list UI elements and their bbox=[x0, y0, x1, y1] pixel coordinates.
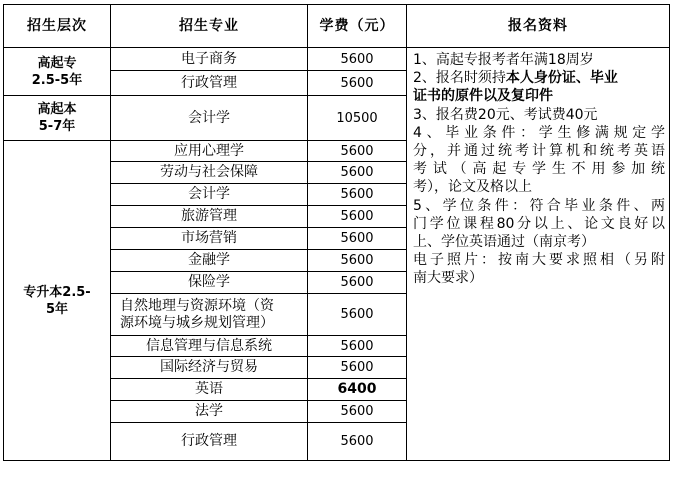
requirements-line bbox=[413, 160, 665, 178]
table-row bbox=[4, 48, 670, 71]
level-line: 5年 bbox=[45, 301, 69, 317]
requirements-line bbox=[413, 269, 665, 287]
requirements-text: 考），论文及格以上 bbox=[413, 179, 532, 196]
major-cell: 法学 bbox=[111, 401, 308, 423]
major-cell: 行政管理 bbox=[111, 423, 308, 461]
level-line: 高起本 bbox=[37, 102, 77, 117]
requirements-line bbox=[413, 197, 665, 215]
major-cell: 金融学 bbox=[111, 250, 308, 272]
level-cell bbox=[4, 96, 111, 141]
fee-cell: 5600 bbox=[308, 162, 407, 184]
requirements-line bbox=[413, 142, 665, 160]
fee-cell: 5600 bbox=[308, 184, 407, 206]
requirements-text: 分，并通过统考计算机和统考英语 bbox=[413, 143, 665, 160]
major-cell: 行政管理 bbox=[111, 71, 308, 96]
requirements-bold-text: 证书的原件以及复印件 bbox=[413, 88, 553, 105]
header-fee: 学费（元） bbox=[308, 5, 407, 48]
header-row bbox=[4, 5, 670, 48]
major-cell: 会计学 bbox=[111, 96, 308, 141]
level-line: 高起专 bbox=[37, 55, 77, 71]
major-cell: 会计学 bbox=[111, 184, 308, 206]
requirements-text: 4、毕业条件：学生修满规定学 bbox=[413, 124, 665, 141]
level-line: 5-7年 bbox=[38, 119, 76, 134]
major-cell: 劳动与社会保障 bbox=[111, 162, 308, 184]
requirements-line bbox=[413, 215, 665, 233]
requirements-line bbox=[413, 124, 665, 142]
major-cell bbox=[111, 294, 308, 336]
requirements-line bbox=[413, 51, 665, 69]
major-cell: 保险学 bbox=[111, 272, 308, 294]
table-body bbox=[4, 5, 670, 461]
requirements-line bbox=[413, 233, 665, 251]
fee-cell: 5600 bbox=[308, 206, 407, 228]
fee-cell: 5600 bbox=[308, 272, 407, 294]
level-line: 2.5-5年 bbox=[31, 72, 83, 88]
fee-cell: 5600 bbox=[308, 401, 407, 423]
requirements-line bbox=[413, 251, 665, 269]
major-cell: 电子商务 bbox=[111, 48, 308, 71]
header-info: 报名资料 bbox=[407, 5, 670, 48]
requirements-text: 上、学位英语通过（南京考） bbox=[413, 234, 595, 251]
fee-cell: 6400 bbox=[308, 379, 407, 401]
requirements-line bbox=[413, 178, 665, 196]
fee-cell: 5600 bbox=[308, 228, 407, 250]
major-line: 自然地理与资源环境（资 bbox=[120, 297, 274, 314]
requirements-line bbox=[413, 106, 665, 124]
requirements-line bbox=[413, 87, 665, 105]
requirements-cell bbox=[407, 48, 670, 461]
fee-cell: 10500 bbox=[308, 96, 407, 141]
requirements-text: 5、学位条件：符合毕业条件、两 bbox=[413, 197, 665, 214]
major-cell: 市场营销 bbox=[111, 228, 308, 250]
fee-cell: 5600 bbox=[308, 423, 407, 461]
major-cell: 国际经济与贸易 bbox=[111, 357, 308, 379]
requirements-text: 考试（高起专学生不用参加统 bbox=[413, 161, 665, 178]
fee-cell: 5600 bbox=[308, 71, 407, 96]
level-cell bbox=[4, 141, 111, 461]
fee-cell: 5600 bbox=[308, 141, 407, 162]
enrollment-table bbox=[3, 4, 670, 461]
major-cell: 应用心理学 bbox=[111, 141, 308, 162]
requirements-text: 3、报名费20元、考试费40元 bbox=[413, 106, 598, 123]
level-cell bbox=[4, 48, 111, 96]
fee-cell: 5600 bbox=[308, 357, 407, 379]
requirements-bold-text: 本人身份证、毕业 bbox=[505, 70, 618, 87]
requirements-text: 电子照片：按南大要求照相（另附 bbox=[413, 252, 665, 269]
fee-cell: 5600 bbox=[308, 250, 407, 272]
header-major: 招生专业 bbox=[111, 5, 308, 48]
requirements-text: 南大要求） bbox=[413, 270, 483, 287]
requirements-text: 门学位课程80分以上、论文良好以 bbox=[413, 215, 665, 232]
major-cell: 英语 bbox=[111, 379, 308, 401]
fee-cell: 5600 bbox=[308, 48, 407, 71]
level-line: 专升本2.5- bbox=[23, 284, 91, 300]
fee-cell: 5600 bbox=[308, 294, 407, 336]
requirements-line bbox=[413, 69, 665, 87]
major-cell: 旅游管理 bbox=[111, 206, 308, 228]
requirements-text: 1、高起专报考者年满18周岁 bbox=[413, 52, 594, 68]
major-line: 源环境与城乡规划管理） bbox=[120, 314, 274, 331]
major-cell: 信息管理与信息系统 bbox=[111, 336, 308, 357]
header-level: 招生层次 bbox=[4, 5, 111, 48]
requirements-text: 2、报名时须持 bbox=[413, 70, 506, 87]
fee-cell: 5600 bbox=[308, 336, 407, 357]
